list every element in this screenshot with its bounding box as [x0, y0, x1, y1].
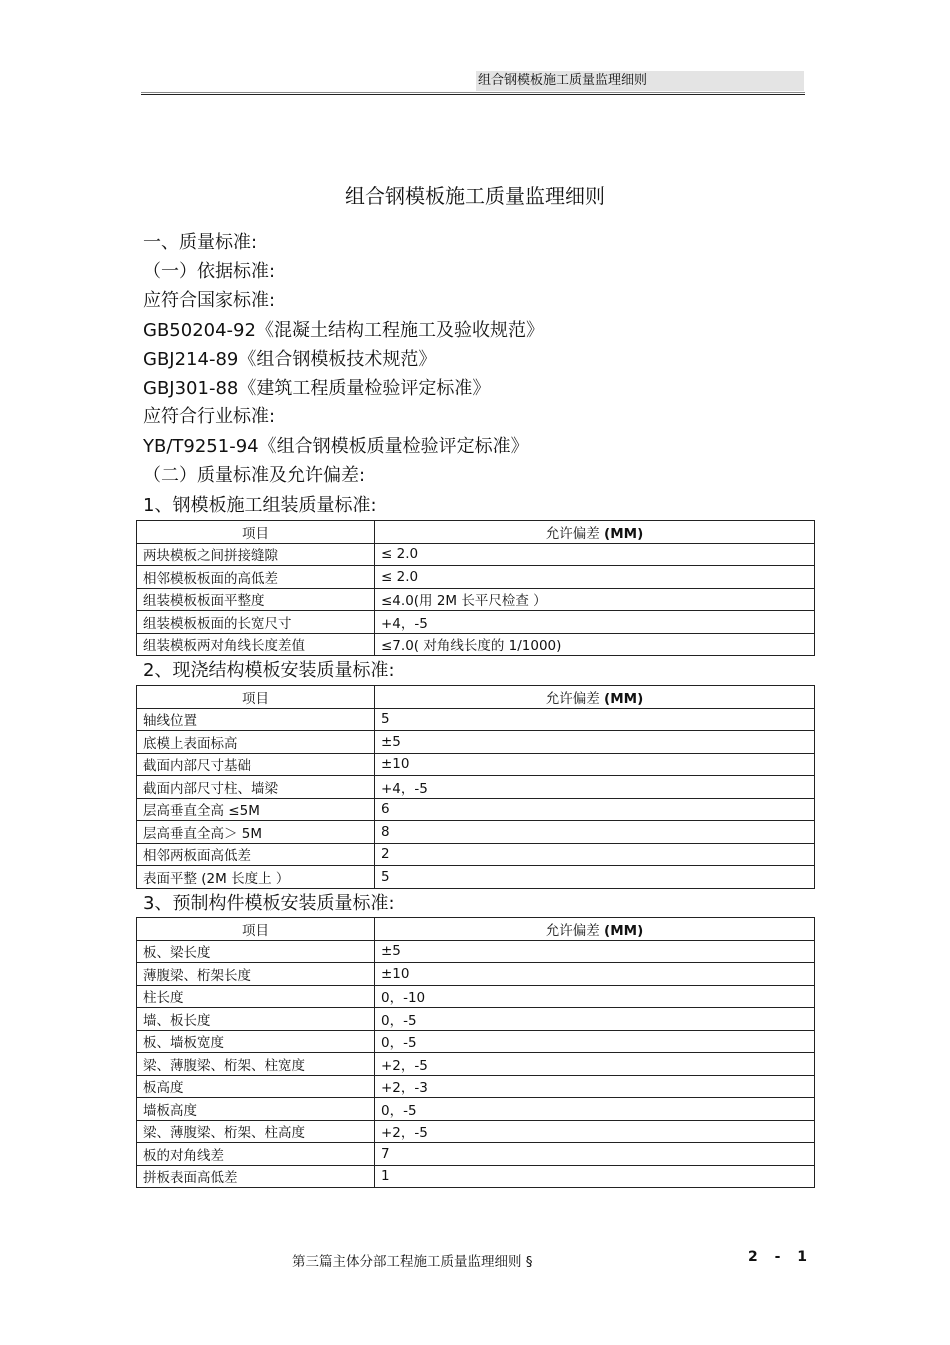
- item-cell: 截面内部尺寸基础: [137, 753, 375, 776]
- standard-gbj214: GBJ214-89《组合钢模板技术规范》: [143, 349, 437, 370]
- tolerance-cell: +2，-3: [375, 1075, 815, 1098]
- tolerance-cell: 0，-10: [375, 985, 815, 1008]
- running-header: 组合钢模板施工质量监理细则: [476, 71, 804, 91]
- tolerance-cell: +4，-5: [375, 611, 815, 634]
- header-tolerance: 允许偏差 (MM): [375, 686, 815, 709]
- item-cell: 截面内部尺寸柱、墙梁: [137, 776, 375, 799]
- standard-gb50204: GB50204-92《混凝土结构工程施工及验收规范》: [143, 320, 544, 341]
- tolerance-cell: ±5: [375, 731, 815, 754]
- subsection-basis: （一）依据标准:: [143, 261, 276, 282]
- footer-text: 第三篇主体分部工程施工质量监理细则 §: [292, 1254, 533, 1270]
- item-cell: 轴线位置: [137, 708, 375, 731]
- table3-title: 3、预制构件模板安装质量标准:: [143, 893, 395, 914]
- national-standard-label: 应符合国家标准:: [143, 290, 276, 311]
- table-assembly-quality: [136, 520, 815, 656]
- table-row: [137, 633, 815, 656]
- standard-gbj301: GBJ301-88《建筑工程质量检验评定标准》: [143, 378, 491, 399]
- item-cell: 梁、薄腹梁、桁架、柱高度: [137, 1120, 375, 1143]
- header-item: 项目: [137, 521, 375, 544]
- table-row: [137, 843, 815, 866]
- table-row: [137, 1030, 815, 1053]
- table-row: [137, 963, 815, 986]
- table-row: [137, 1075, 815, 1098]
- tolerance-cell: ±5: [375, 940, 815, 963]
- tolerance-cell: 0，-5: [375, 1098, 815, 1121]
- standard-yb-t9251: YB/T9251-94《组合钢模板质量检验评定标准》: [143, 436, 529, 457]
- header-rule-thin: [141, 92, 805, 93]
- item-cell: 层高垂直全高 ≤5M: [137, 798, 375, 821]
- header-tolerance: 允许偏差 (MM): [375, 918, 815, 941]
- header-item: 项目: [137, 918, 375, 941]
- table-row: [137, 1120, 815, 1143]
- table-row: [137, 821, 815, 844]
- table-row: [137, 940, 815, 963]
- tolerance-cell: +4，-5: [375, 776, 815, 799]
- table-header-row: [137, 918, 815, 941]
- item-cell: 组装模板板面的长宽尺寸: [137, 611, 375, 634]
- item-cell: 相邻模板板面的高低差: [137, 566, 375, 589]
- item-cell: 组装模板两对角线长度差值: [137, 633, 375, 656]
- tolerance-cell: 8: [375, 821, 815, 844]
- table-row: [137, 731, 815, 754]
- header-item: 项目: [137, 686, 375, 709]
- table-row: [137, 985, 815, 1008]
- header-rule: [141, 94, 805, 95]
- industry-standard-label: 应符合行业标准:: [143, 406, 276, 427]
- page-title: 组合钢模板施工质量监理细则: [345, 184, 605, 208]
- tolerance-cell: 5: [375, 866, 815, 889]
- tolerance-cell: ≤ 2.0: [375, 566, 815, 589]
- table-row: [137, 798, 815, 821]
- table-header-row: [137, 521, 815, 544]
- tolerance-cell: 7: [375, 1143, 815, 1166]
- header-tolerance: 允许偏差 (MM): [375, 521, 815, 544]
- table-row: [137, 708, 815, 731]
- table-row: [137, 1165, 815, 1188]
- item-cell: 墙板高度: [137, 1098, 375, 1121]
- page-number: 2 - 1: [748, 1249, 814, 1265]
- tolerance-cell: 5: [375, 708, 815, 731]
- table-row: [137, 753, 815, 776]
- tolerance-cell: 0，-5: [375, 1008, 815, 1031]
- item-cell: 梁、薄腹梁、桁架、柱宽度: [137, 1053, 375, 1076]
- item-cell: 板高度: [137, 1075, 375, 1098]
- table-precast-quality: [136, 917, 815, 1188]
- table-row: [137, 543, 815, 566]
- item-cell: 拼板表面高低差: [137, 1165, 375, 1188]
- tolerance-cell: ±10: [375, 963, 815, 986]
- table-row: [137, 611, 815, 634]
- table1-title: 1、钢模板施工组装质量标准:: [143, 495, 377, 516]
- item-cell: 组装模板板面平整度: [137, 588, 375, 611]
- table2-title: 2、现浇结构模板安装质量标准:: [143, 660, 395, 681]
- item-cell: 板、梁长度: [137, 940, 375, 963]
- table-row: [137, 1098, 815, 1121]
- table-cast-in-place-quality: [136, 685, 815, 889]
- table-header-row: [137, 686, 815, 709]
- tolerance-cell: ≤7.0( 对角线长度的 1/1000): [375, 633, 815, 656]
- table-row: [137, 588, 815, 611]
- item-cell: 墙、板长度: [137, 1008, 375, 1031]
- item-cell: 两块模板之间拼接缝隙: [137, 543, 375, 566]
- item-cell: 板、墙板宽度: [137, 1030, 375, 1053]
- tolerance-cell: +2，-5: [375, 1053, 815, 1076]
- table-row: [137, 776, 815, 799]
- table-row: [137, 566, 815, 589]
- tolerance-cell: ±10: [375, 753, 815, 776]
- tolerance-cell: 2: [375, 843, 815, 866]
- table-row: [137, 1143, 815, 1166]
- table-row: [137, 866, 815, 889]
- tolerance-cell: ≤4.0(用 2M 长平尺检查 ）: [375, 588, 815, 611]
- item-cell: 薄腹梁、桁架长度: [137, 963, 375, 986]
- table-row: [137, 1053, 815, 1076]
- tolerance-cell: 6: [375, 798, 815, 821]
- item-cell: 底模上表面标高: [137, 731, 375, 754]
- item-cell: 层高垂直全高＞ 5M: [137, 821, 375, 844]
- item-cell: 板的对角线差: [137, 1143, 375, 1166]
- tolerance-cell: 1: [375, 1165, 815, 1188]
- table-row: [137, 1008, 815, 1031]
- item-cell: 相邻两板面高低差: [137, 843, 375, 866]
- subsection-tolerance: （二）质量标准及允许偏差:: [143, 465, 366, 486]
- item-cell: 表面平整 (2M 长度上 ）: [137, 866, 375, 889]
- section-quality-standard: 一、质量标准:: [143, 232, 258, 253]
- tolerance-cell: +2，-5: [375, 1120, 815, 1143]
- tolerance-cell: ≤ 2.0: [375, 543, 815, 566]
- item-cell: 柱长度: [137, 985, 375, 1008]
- tolerance-cell: 0，-5: [375, 1030, 815, 1053]
